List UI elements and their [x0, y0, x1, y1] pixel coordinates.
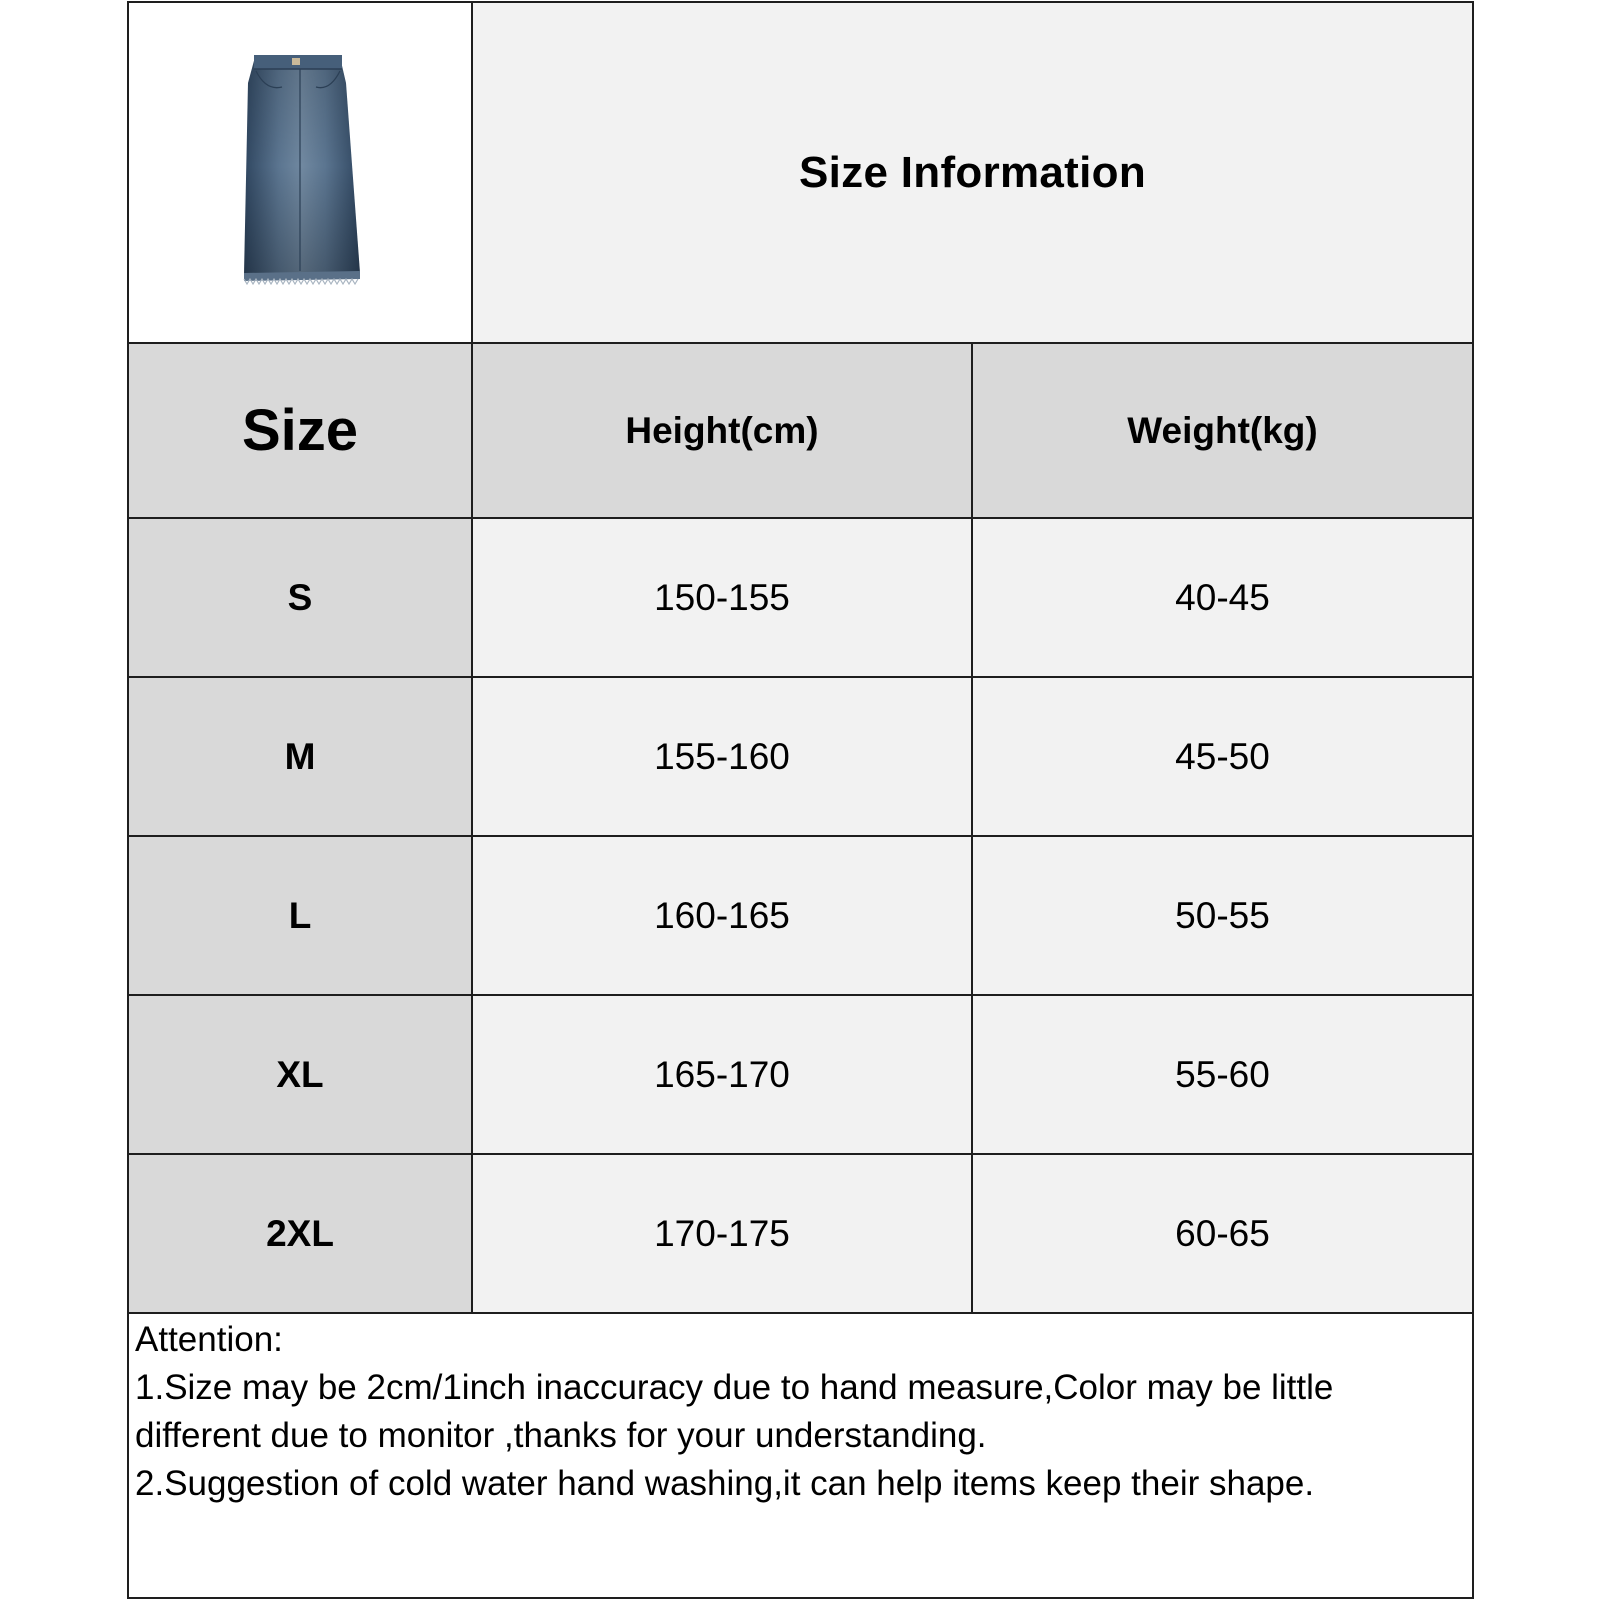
weight-value: 40-45 [1175, 576, 1270, 618]
height-value: 160-165 [654, 894, 790, 936]
notes-line: different due to monitor ,thanks for your understanding. [135, 1416, 987, 1455]
weight-value: 45-50 [1175, 735, 1270, 777]
size-label: XL [276, 1053, 324, 1095]
weight-cell [973, 1155, 1472, 1312]
weight-cell [973, 678, 1472, 835]
weight-cell [973, 996, 1472, 1153]
height-value: 155-160 [654, 735, 790, 777]
size-chart [127, 1, 1474, 1599]
weight-value: 50-55 [1175, 894, 1270, 936]
size-label: M [284, 735, 316, 777]
height-cell [473, 996, 971, 1153]
size-label: S [287, 576, 313, 618]
denim-skirt-icon [200, 43, 400, 303]
weight-column-header: Weight(kg) [1127, 409, 1318, 451]
size-label: 2XL [266, 1212, 334, 1254]
divider [471, 344, 473, 1312]
weight-cell [973, 519, 1472, 676]
height-cell [473, 1155, 971, 1312]
height-column-header: Height(cm) [625, 409, 819, 451]
height-cell [473, 519, 971, 676]
height-cell [473, 837, 971, 994]
height-header-cell [473, 344, 971, 517]
weight-value: 55-60 [1175, 1053, 1270, 1095]
divider [971, 344, 973, 1312]
notes-line: 1.Size may be 2cm/1inch inaccuracy due to hand measure,Color may be little [135, 1368, 1334, 1407]
height-cell [473, 678, 971, 835]
notes-line: 2.Suggestion of cold water hand washing,it can help items keep their shape. [135, 1464, 1315, 1503]
table-row [129, 678, 471, 835]
notes-heading: Attention: [135, 1320, 283, 1359]
product-photo-cell [129, 3, 471, 342]
attention-notes [129, 1314, 1472, 1597]
table-row [129, 996, 471, 1153]
weight-value: 60-65 [1175, 1212, 1270, 1254]
table-row [129, 837, 471, 994]
size-column-header: Size [241, 398, 359, 463]
title-cell [473, 3, 1472, 342]
height-value: 170-175 [654, 1212, 790, 1254]
table-row [129, 1155, 471, 1312]
weight-header-cell [973, 344, 1472, 517]
height-value: 150-155 [654, 576, 790, 618]
size-label: L [288, 894, 312, 936]
size-header-cell [129, 344, 471, 517]
height-value: 165-170 [654, 1053, 790, 1095]
weight-cell [973, 837, 1472, 994]
page-title: Size Information [798, 147, 1147, 197]
table-row [129, 519, 471, 676]
